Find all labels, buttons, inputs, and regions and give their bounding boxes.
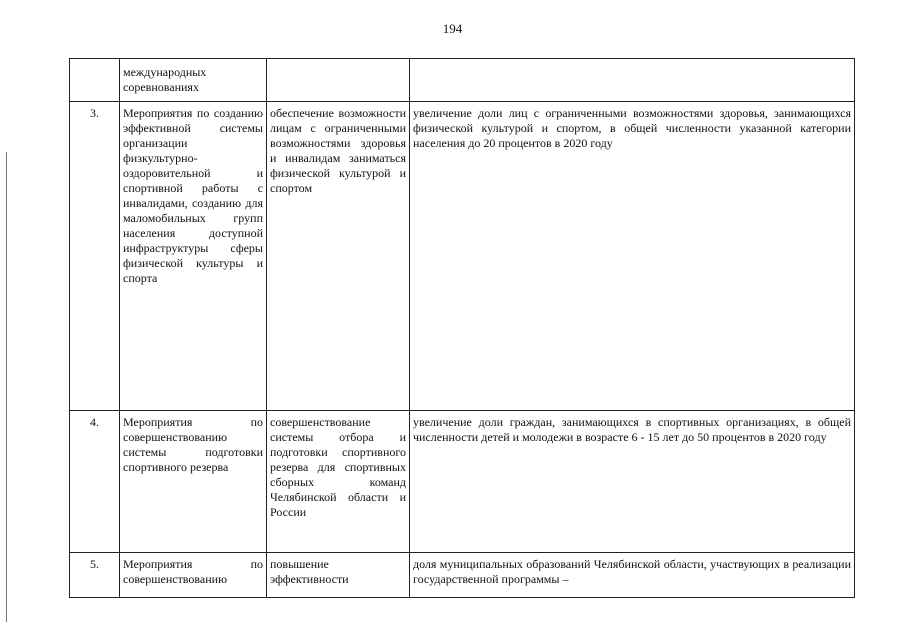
measure-cell (120, 102, 267, 411)
measure-text: международных соревнованиях (123, 65, 207, 94)
purpose-cell (267, 102, 410, 411)
measure-text: Мероприятия по созданию эффективной системы организации физкультурно-оздоровительной и спортивной работы с инвалидами, созданию для маломобильных групп населения доступной инфраструктуры сферы физической культуры и спорта (123, 106, 263, 285)
purpose-cell (267, 59, 410, 102)
program-measures-table (69, 58, 855, 598)
page-number: 194 (442, 21, 463, 36)
measure-cell (120, 553, 267, 598)
scan-margin-line (6, 152, 7, 622)
indicator-cell (410, 553, 855, 598)
row-number-cell: 3. (70, 102, 120, 411)
measure-text: Мероприятия по совершенствованию (123, 557, 263, 586)
table-row (70, 102, 855, 411)
measure-text: Мероприятия по совершенствованию системы подготовки спортивного резерва (123, 415, 263, 474)
purpose-cell (267, 411, 410, 553)
indicator-text: увеличение доли лиц с ограниченными возможностями здоровья, занимающихся физической культурой и спортом, в общей численности указанной категории населения до 20 процентов в 2020 году (413, 106, 851, 150)
indicator-text: увеличение доли граждан, занимающихся в спортивных организациях, в общей численности детей и молодежи в возрасте 6 - 15 лет до 50 процентов в 2020 году (413, 415, 851, 444)
indicator-cell (410, 411, 855, 553)
row-number-cell (70, 59, 120, 102)
table-row (70, 553, 855, 598)
row-number-cell: 5. (70, 553, 120, 598)
purpose-text: обеспечение возможности лицам с ограниченными возможностями здоровья и инвалидам заниматься физической культурой и спортом (270, 106, 406, 195)
purpose-text: повышение эффективности (270, 557, 349, 586)
measure-cell (120, 59, 267, 102)
table-row (70, 59, 855, 102)
purpose-cell (267, 553, 410, 598)
row-number-cell: 4. (70, 411, 120, 553)
indicator-cell (410, 102, 855, 411)
purpose-text: совершенствование системы отбора и подготовки спортивного резерва для спортивных сборных команд Челябинской области и России (270, 415, 406, 519)
measure-cell (120, 411, 267, 553)
indicator-cell (410, 59, 855, 102)
table-row (70, 411, 855, 553)
indicator-text: доля муниципальных образований Челябинской области, участвующих в реализации государственной программы – (413, 557, 851, 586)
